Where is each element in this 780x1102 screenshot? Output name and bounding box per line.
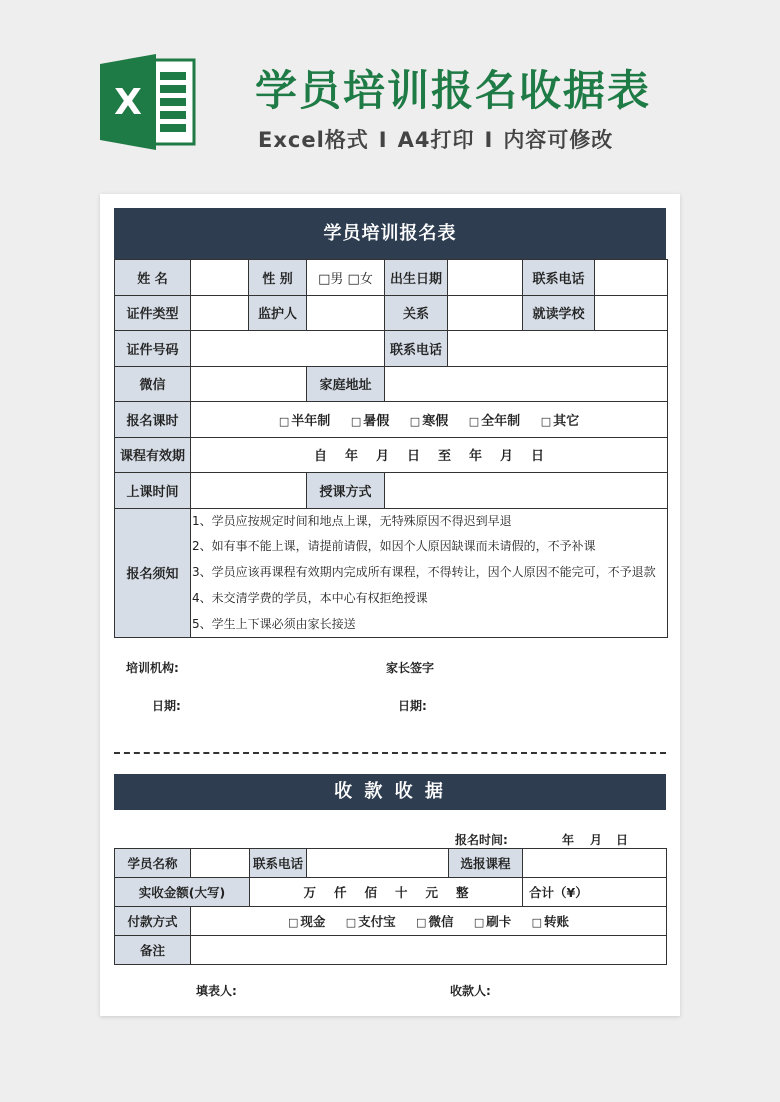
name-input[interactable] — [191, 260, 249, 296]
amount-unit: 万 — [303, 885, 316, 900]
birth-date-label: 出生日期 — [385, 260, 448, 296]
teaching-method-input[interactable] — [385, 473, 668, 509]
table-row — [115, 295, 668, 331]
excel-logo-icon — [100, 52, 198, 152]
student-name-label: 学员名称 — [115, 849, 191, 878]
notice-line: 1、学员应按规定时间和地点上课，无特殊原因不得迟到早退 — [192, 513, 512, 528]
table-row — [115, 849, 667, 878]
registration-time-label: 报名时间: — [455, 833, 508, 847]
payment-wechat[interactable] — [416, 914, 453, 929]
payment-transfer[interactable] — [532, 914, 569, 929]
page-subtitle — [258, 124, 613, 154]
registration-time-month: 月 — [590, 833, 603, 847]
guardian-label: 监护人 — [249, 295, 307, 331]
date-part: 月 — [500, 449, 514, 465]
date-part: 日 — [406, 449, 420, 465]
gender-label: 性 别 — [249, 260, 307, 296]
table-row — [115, 331, 668, 367]
date-part: 至 — [438, 449, 452, 465]
payment-alipay[interactable] — [346, 914, 396, 929]
contact-phone-2-input[interactable] — [448, 331, 668, 367]
id-type-input[interactable] — [191, 295, 249, 331]
id-number-input[interactable] — [191, 331, 385, 367]
date-label-right: 日期: — [398, 699, 427, 713]
checkbox-icon: □ — [416, 916, 427, 929]
checkbox-icon: □ — [540, 414, 552, 428]
subtitle-format: Excel格式 — [258, 128, 369, 152]
birth-date-input[interactable] — [448, 260, 523, 296]
name-label: 姓 名 — [115, 260, 191, 296]
receipt-title: 收 款 收 据 — [114, 774, 666, 810]
validity-label: 课程有效期 — [115, 437, 191, 473]
total-amount-label: 合计（¥） — [529, 885, 588, 900]
option-label: 刷卡 — [486, 914, 512, 929]
notice-line: 3、学员应该再课程有效期内完成所有课程，不得转让，因个人原因不能完可，不予退款 — [192, 565, 656, 580]
checkbox-icon: □ — [287, 916, 299, 929]
table-row — [115, 366, 668, 402]
selected-course-input[interactable] — [523, 849, 667, 878]
subtitle-separator: I — [484, 128, 494, 152]
date-part: 年 — [344, 449, 358, 465]
parent-signature-label: 家长签字 — [386, 661, 435, 675]
amount-unit: 元 — [425, 885, 439, 900]
date-part: 自 — [313, 449, 327, 465]
option-label: 寒假 — [422, 413, 449, 429]
school-label: 就读学校 — [523, 295, 595, 331]
validity-date-range[interactable] — [191, 437, 668, 473]
address-label: 家庭地址 — [307, 366, 385, 402]
filler-label: 填表人: — [196, 984, 237, 998]
date-part: 年 — [469, 449, 483, 465]
checkbox-icon: □ — [531, 916, 542, 929]
option-other[interactable] — [541, 414, 579, 429]
option-summer[interactable] — [351, 414, 389, 429]
amount-unit: 十 — [395, 885, 408, 900]
contact-phone-input[interactable] — [595, 260, 668, 296]
option-label: 支付宝 — [358, 914, 396, 929]
class-time-label: 上课时间 — [115, 473, 191, 509]
table-row — [115, 936, 667, 965]
date-part: 月 — [375, 449, 389, 465]
page-title: 学员培训报名收据表 — [255, 66, 652, 115]
table-row — [115, 402, 668, 438]
option-label: 微信 — [428, 914, 454, 929]
id-number-label: 证件号码 — [115, 331, 191, 367]
class-time-input[interactable] — [191, 473, 307, 509]
registration-title: 学员培训报名表 — [114, 208, 666, 259]
subtitle-separator: I — [378, 128, 388, 152]
notice-label: 报名须知 — [115, 508, 191, 638]
course-hours-label: 报名课时 — [115, 402, 191, 438]
total-amount-cell[interactable] — [523, 878, 667, 907]
logo-letter: X — [114, 82, 142, 123]
option-label: 转账 — [544, 914, 570, 929]
wechat-input[interactable] — [191, 366, 307, 402]
table-row — [115, 907, 667, 936]
checkbox-icon: □ — [468, 414, 480, 428]
checkbox-icon: □ — [278, 414, 290, 428]
option-label: 暑假 — [363, 413, 390, 429]
receipt-phone-label: 联系电话 — [250, 849, 307, 878]
checkbox-icon: □ — [473, 916, 485, 929]
amount-words-input[interactable] — [250, 878, 523, 907]
school-input[interactable] — [595, 295, 668, 331]
relation-input[interactable] — [448, 295, 523, 331]
notice-line: 2、如有事不能上课，请提前请假，如因个人原因缺课而未请假的，不予补课 — [192, 539, 596, 554]
table-row — [115, 260, 668, 296]
table-row — [115, 473, 668, 509]
checkbox-icon: □ — [350, 414, 362, 428]
option-label: 其它 — [553, 413, 580, 429]
date-part: 日 — [531, 449, 545, 465]
cut-line-divider — [114, 752, 666, 754]
amount-unit: 整 — [456, 885, 469, 900]
training-org-label: 培训机构: — [126, 661, 179, 675]
payment-cash[interactable] — [288, 914, 325, 929]
option-label: 现金 — [300, 914, 326, 929]
form-paper — [100, 194, 680, 1016]
amount-unit: 仟 — [333, 885, 347, 900]
course-hours-options — [191, 402, 668, 438]
payment-method-options — [191, 907, 667, 936]
checkbox-icon: □ — [409, 414, 421, 428]
registration-time-year: 年 — [562, 833, 575, 847]
remarks-input[interactable] — [191, 936, 667, 965]
option-full-year[interactable] — [469, 414, 520, 429]
relation-label: 关系 — [385, 295, 448, 331]
gender-checkboxes[interactable]: □男 □女 — [307, 260, 385, 296]
subtitle-editable: 内容可修改 — [503, 128, 614, 152]
wechat-label: 微信 — [115, 366, 191, 402]
option-winter[interactable] — [410, 414, 448, 429]
option-label: 半年制 — [291, 413, 331, 429]
receiver-label: 收款人: — [450, 984, 491, 998]
notice-line: 4、未交清学费的学员，本中心有权拒绝授课 — [192, 590, 428, 605]
selected-course-label: 选报课程 — [449, 849, 523, 878]
subtitle-print: A4打印 — [397, 128, 475, 152]
notice-content — [191, 508, 668, 638]
table-row — [115, 878, 667, 907]
notice-line: 5、学生上下课必须由家长接送 — [192, 616, 356, 631]
receipt-table — [114, 848, 667, 965]
remarks-label: 备注 — [115, 936, 191, 965]
registration-time-day: 日 — [616, 833, 629, 847]
amount-unit: 佰 — [364, 885, 377, 900]
option-label: 全年制 — [481, 413, 521, 429]
registration-table — [114, 259, 668, 638]
amount-words-label: 实收金额(大写) — [115, 878, 250, 907]
date-label-left: 日期: — [152, 699, 181, 713]
payment-method-label: 付款方式 — [115, 907, 191, 936]
guardian-input[interactable] — [307, 295, 385, 331]
payment-card[interactable] — [474, 914, 511, 929]
option-half-year[interactable] — [279, 414, 330, 429]
id-type-label: 证件类型 — [115, 295, 191, 331]
address-input[interactable] — [385, 366, 668, 402]
contact-phone-label: 联系电话 — [523, 260, 595, 296]
receipt-phone-input[interactable] — [307, 849, 449, 878]
table-row — [115, 437, 668, 473]
checkbox-icon: □ — [345, 916, 357, 929]
student-name-input[interactable] — [191, 849, 250, 878]
contact-phone-2-label: 联系电话 — [385, 331, 448, 367]
table-row — [115, 508, 668, 638]
teaching-method-label: 授课方式 — [307, 473, 385, 509]
